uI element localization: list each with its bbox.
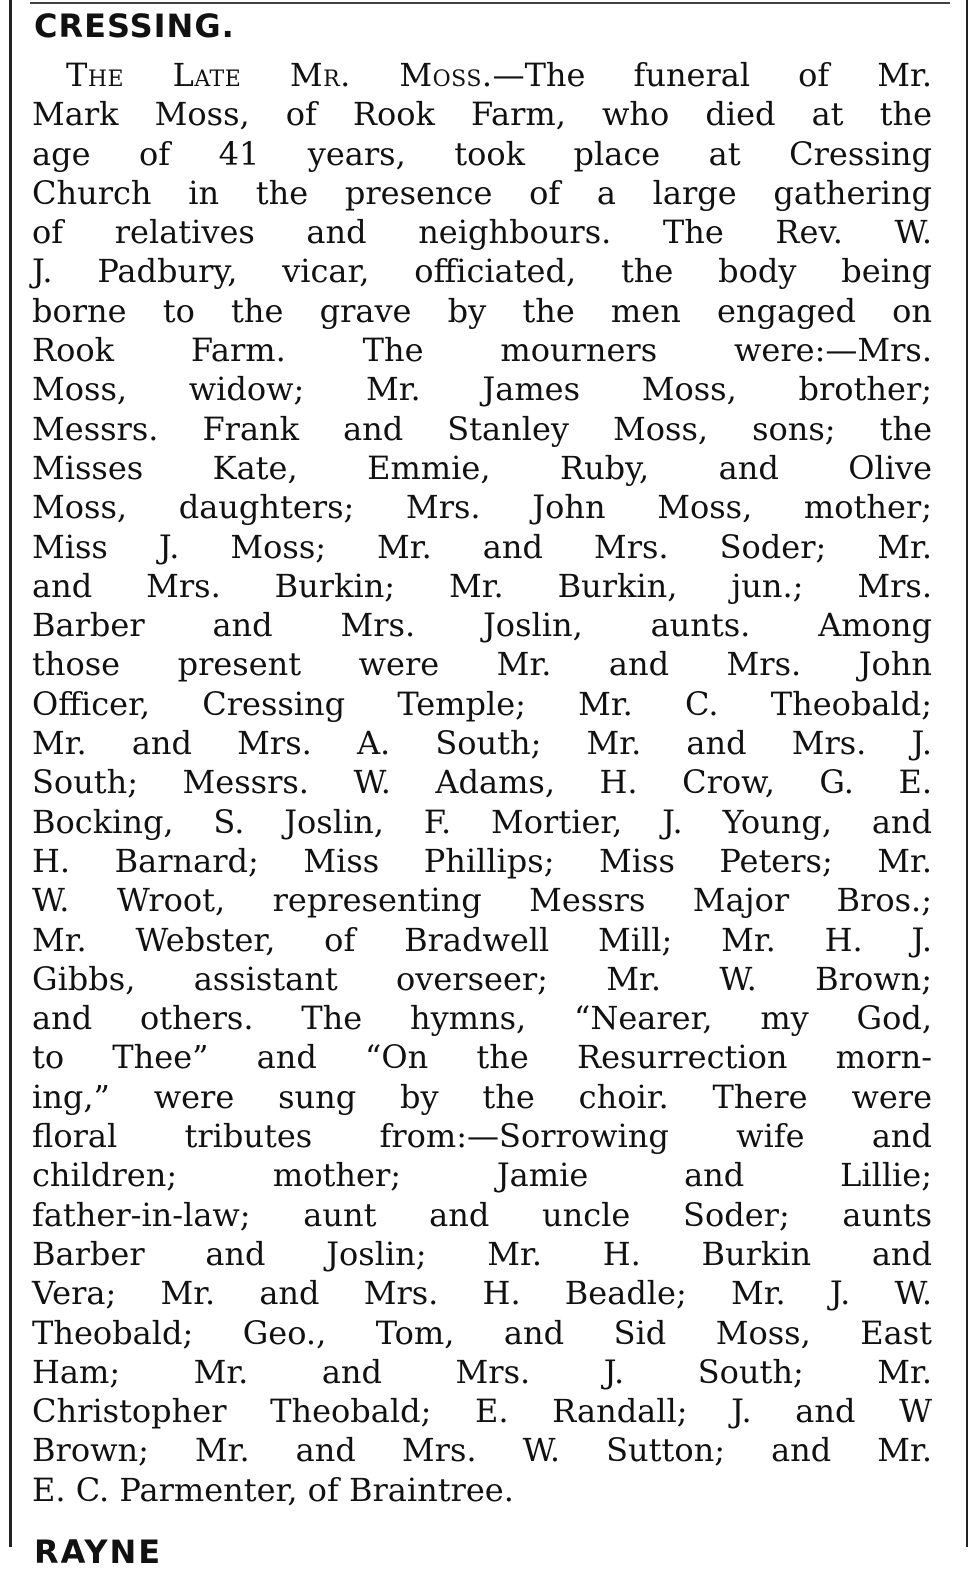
article-line: Officer, Cressing Temple; Mr. C. Theobald; [32, 684, 932, 723]
article-line: Church in the presence of a large gathering [32, 173, 932, 212]
article-line: Rook Farm. The mourners were:—Mrs. [32, 331, 932, 370]
column-rule-left [9, 0, 12, 1547]
article-line: Barber and Mrs. Joslin, aunts. Among [32, 606, 932, 645]
article-line: and Mrs. Burkin; Mr. Burkin, jun.; Mrs. [32, 566, 932, 605]
article-line: Ham; Mr. and Mrs. J. South; Mr. [32, 1352, 932, 1391]
article-line: those present were Mr. and Mrs. John [32, 645, 932, 684]
article-line: Misses Kate, Emmie, Ruby, and Olive [32, 448, 932, 487]
article-line: and others. The hymns, “Nearer, my God, [32, 999, 932, 1038]
article-line: Mr. and Mrs. A. South; Mr. and Mrs. J. [32, 724, 932, 763]
top-cut-edge [30, 0, 950, 4]
article-line: floral tributes from:—Sorrowing wife and [32, 1117, 932, 1156]
article-body [32, 56, 932, 1510]
article-line: Mark Moss, of Rook Farm, who died at the [32, 95, 932, 134]
next-section-heading-fragment: RAYNE [34, 1533, 163, 1571]
article-lead-title: The Late Mr. Moss. [66, 56, 493, 94]
article-line: Gibbs, assistant overseer; Mr. W. Brown; [32, 959, 932, 998]
article-line: Mr. Webster, of Bradwell Mill; Mr. H. J. [32, 920, 932, 959]
article-line: Bocking, S. Joslin, F. Mortier, J. Young, and [32, 802, 932, 841]
article-line: Moss, daughters; Mrs. John Moss, mother; [32, 488, 932, 527]
article-line: W. Wroot, representing Messrs Major Bros.; [32, 881, 932, 920]
article-line: Messrs. Frank and Stanley Moss, sons; the [32, 409, 932, 448]
article-line: South; Messrs. W. Adams, H. Crow, G. E. [32, 763, 932, 802]
article-line: children; mother; Jamie and Lillie; [32, 1156, 932, 1195]
article-line: Vera; Mr. and Mrs. H. Beadle; Mr. J. W. [32, 1274, 932, 1313]
article-line: to Thee” and “On the Resurrection morn- [32, 1038, 932, 1077]
article-line: Christopher Theobald; E. Randall; J. and W [32, 1392, 932, 1431]
article-line [32, 56, 932, 95]
article-line: J. Padbury, vicar, officiated, the body being [32, 252, 932, 291]
article-line: Brown; Mr. and Mrs. W. Sutton; and Mr. [32, 1431, 932, 1470]
article-line: age of 41 years, took place at Cressing [32, 134, 932, 173]
article-line: Miss J. Moss; Mr. and Mrs. Soder; Mr. [32, 527, 932, 566]
article-line: Theobald; Geo., Tom, and Sid Moss, East [32, 1313, 932, 1352]
article-line: Barber and Joslin; Mr. H. Burkin and [32, 1234, 932, 1273]
column-rule-right [966, 0, 968, 1547]
article-line: Moss, widow; Mr. James Moss, brother; [32, 370, 932, 409]
article-line: H. Barnard; Miss Phillips; Miss Peters; Mr. [32, 841, 932, 880]
article-line: borne to the grave by the men engaged on [32, 291, 932, 330]
article-line: ing,” were sung by the choir. There were [32, 1077, 932, 1116]
article-line-text: —The funeral of Mr. [492, 56, 932, 94]
article-line: of relatives and neighbours. The Rev. W. [32, 213, 932, 252]
article-line: E. C. Parmenter, of Braintree. [32, 1470, 514, 1509]
section-heading: CRESSING. [34, 7, 235, 45]
article-line: father-in-law; aunt and uncle Soder; aunts [32, 1195, 932, 1234]
